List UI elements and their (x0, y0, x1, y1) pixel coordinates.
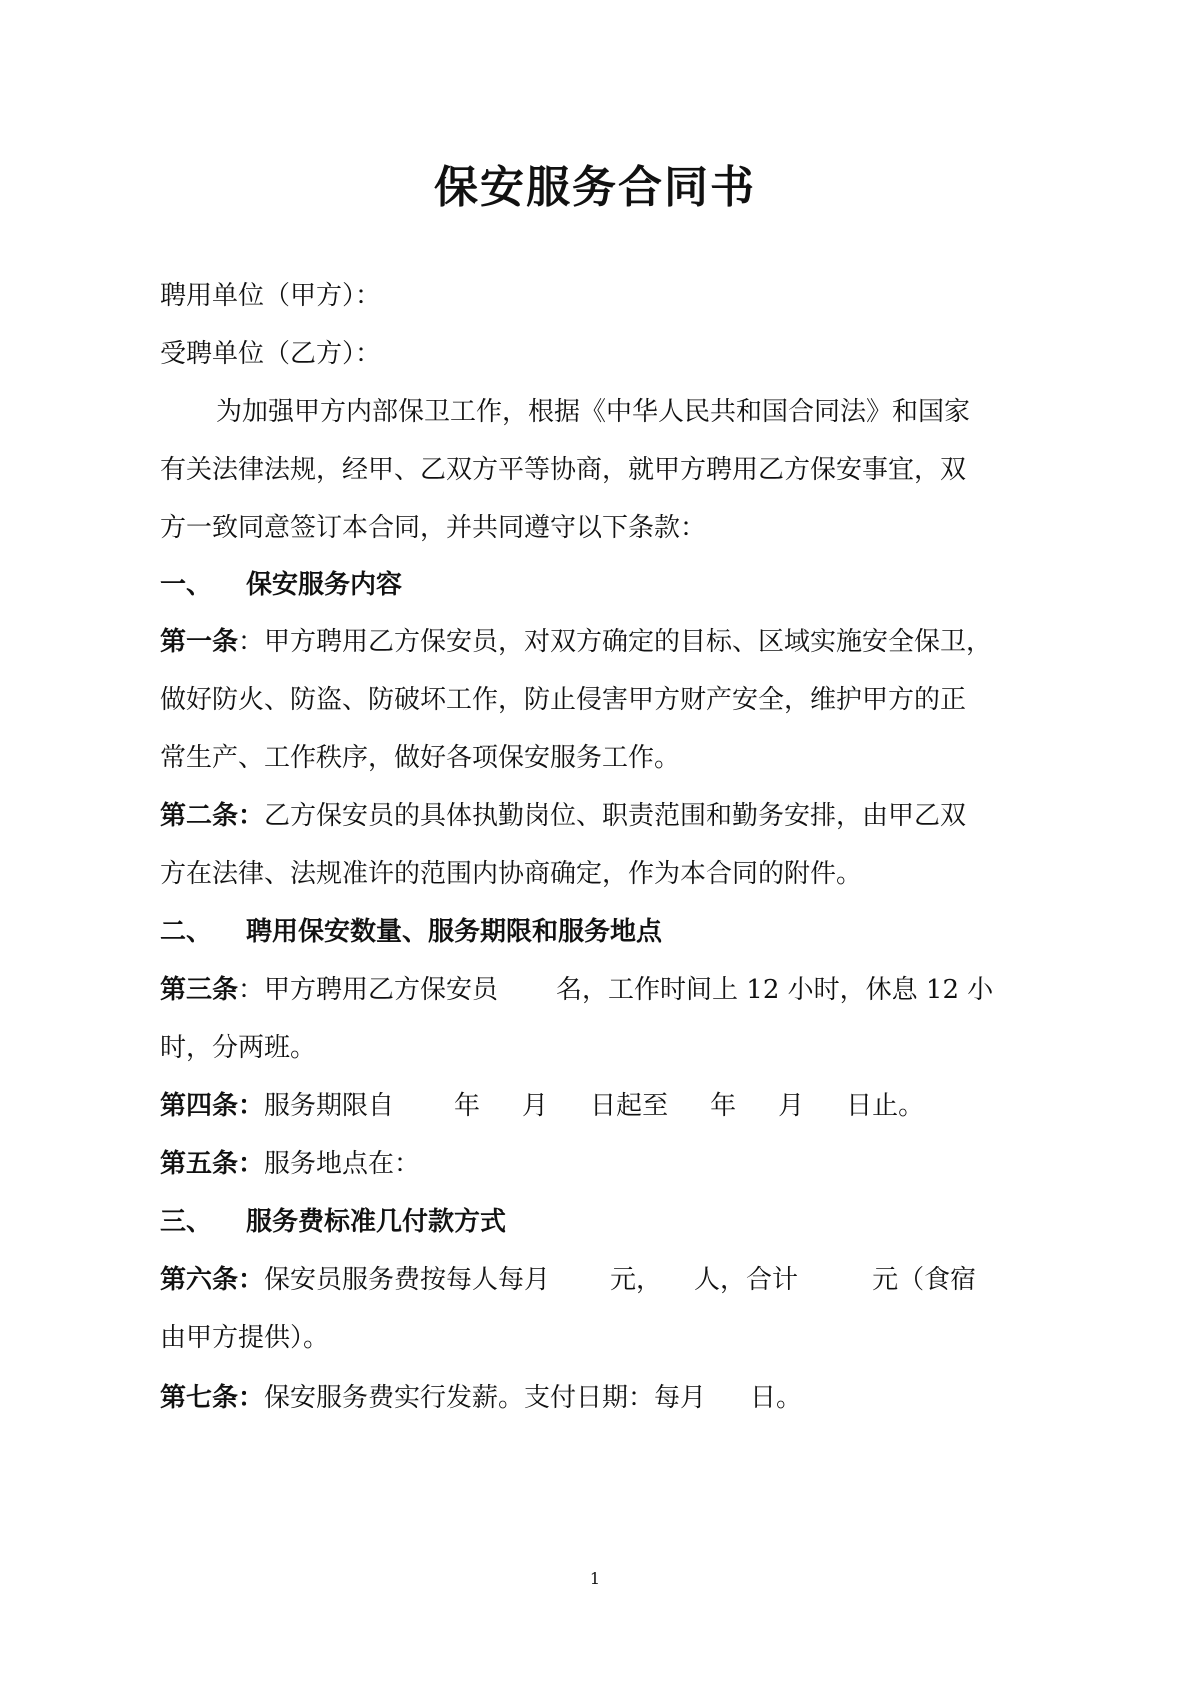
article-text: 甲方聘用乙方保安员，对双方确定的目标、区域实施安全保卫， (264, 627, 993, 657)
article-label: 第六条： (160, 1265, 265, 1295)
section-heading-1 (160, 567, 1060, 603)
article-3-line-1 (160, 972, 1060, 1008)
article-6-line-1 (160, 1262, 1060, 1298)
article-7-line (160, 1380, 1060, 1416)
article-1-line-1 (160, 624, 1060, 660)
article-label: 第一条 (160, 627, 239, 657)
year-label: 年 (710, 1091, 737, 1121)
intro-line-1: 为加强甲方内部保卫工作，根据《中华人民共和国合同法》和国家 (216, 397, 971, 427)
page-number: 1 (589, 1569, 601, 1588)
article-label: 第二条： (160, 801, 265, 831)
article-text: 乙方保安员的具体执勤岗位、职责范围和勤务安排，由甲乙双 (264, 801, 967, 831)
month-label: 月 (522, 1091, 549, 1121)
article-text: 元（食宿 (872, 1265, 977, 1295)
article-text: 元， (610, 1265, 663, 1295)
article-label: 第四条： (160, 1091, 265, 1121)
article-text: 日。 (750, 1383, 803, 1413)
article-2-line-1 (160, 798, 1060, 834)
section-heading-3 (160, 1204, 1060, 1240)
article-text: 服务期限自 (264, 1091, 395, 1121)
article-text: 甲方聘用乙方保安员 (264, 975, 499, 1005)
article-5-line (160, 1146, 1060, 1182)
section-title: 服务费标准几付款方式 (246, 1207, 507, 1237)
article-text: 服务地点在： (264, 1149, 421, 1179)
section-number: 三、 (160, 1207, 213, 1237)
intro-line-3: 方一致同意签订本合同，并共同遵守以下条款： (160, 513, 707, 543)
document-title: 保安服务合同书 (434, 162, 756, 213)
article-label: 第七条： (160, 1383, 265, 1413)
day-label: 日止。 (846, 1091, 925, 1121)
section-heading-2 (160, 914, 1060, 950)
article-label: 第五条： (160, 1149, 265, 1179)
section-number: 二、 (160, 917, 213, 947)
party-a-line: 聘用单位（甲方）： (160, 281, 382, 311)
section-number: 一、 (160, 570, 213, 600)
article-text: 保安员服务费按每人每月 (264, 1265, 551, 1295)
day-label: 日起至 (590, 1091, 669, 1121)
year-label: 年 (454, 1091, 481, 1121)
month-label: 月 (778, 1091, 805, 1121)
article-6-line-2: 由甲方提供）。 (160, 1323, 330, 1353)
article-text: 名，工作时间上 12 小时，休息 12 小 (556, 975, 994, 1005)
article-text: 保安服务费实行发薪。支付日期：每月 (264, 1383, 707, 1413)
article-1-line-3: 常生产、工作秩序，做好各项保安服务工作。 (160, 743, 681, 773)
article-4-line (160, 1088, 1060, 1124)
section-title: 保安服务内容 (246, 570, 403, 600)
party-b-line: 受聘单位（乙方）： (160, 339, 382, 369)
article-3-line-2: 时，分两班。 (160, 1033, 317, 1063)
article-1-line-2: 做好防火、防盗、防破坏工作，防止侵害甲方财产安全，维护甲方的正 (160, 685, 967, 715)
article-colon: ： (238, 975, 265, 1005)
article-text: 人，合计 (694, 1265, 799, 1295)
section-title: 聘用保安数量、服务期限和服务地点 (246, 917, 663, 947)
article-colon: ： (238, 627, 265, 657)
intro-line-2: 有关法律法规，经甲、乙双方平等协商，就甲方聘用乙方保安事宜，双 (160, 455, 967, 485)
article-label: 第三条 (160, 975, 239, 1005)
article-2-line-2: 方在法律、法规准许的范围内协商确定，作为本合同的附件。 (160, 859, 863, 889)
